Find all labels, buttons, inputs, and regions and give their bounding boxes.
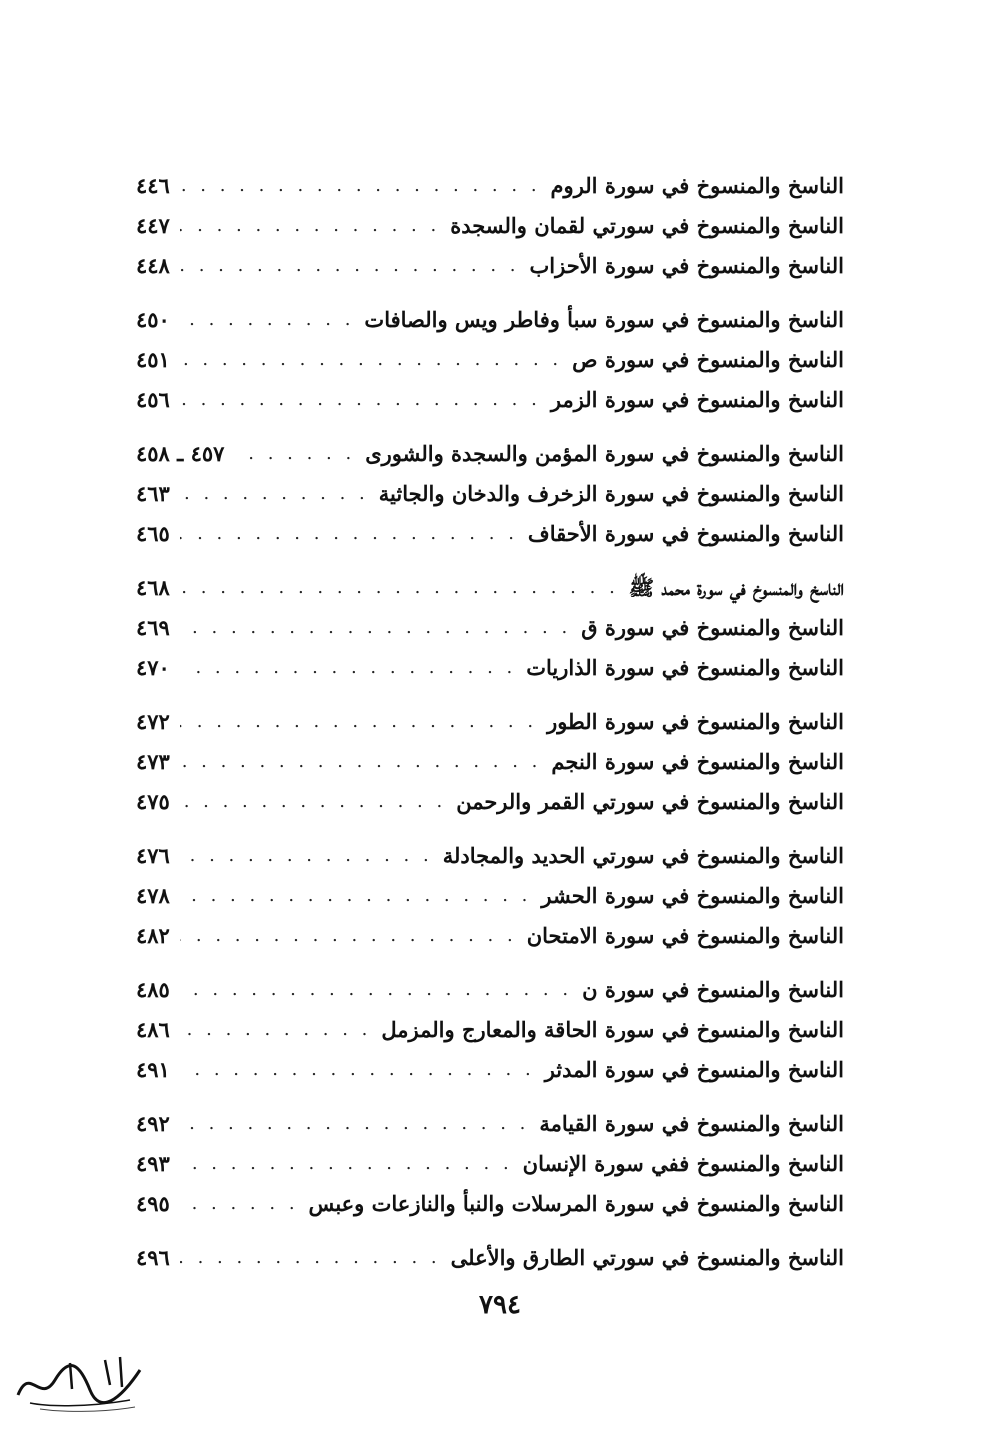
- toc-entry: [136, 246, 844, 286]
- toc-entry: [136, 166, 844, 206]
- dot-leader: [180, 970, 572, 1010]
- toc-group: [136, 836, 844, 956]
- dot-leader: [180, 246, 520, 286]
- toc-entry-title: الناسخ والمنسوخ في سورة الحشر: [541, 883, 844, 908]
- toc-entry: [136, 836, 844, 876]
- toc-entry-title: الناسخ والمنسوخ في سورة سبأ وفاطر ويس والصافات: [364, 307, 844, 332]
- toc-group: [136, 1238, 844, 1278]
- dot-leader: [180, 166, 541, 206]
- toc-group: [136, 166, 844, 286]
- toc-entry-title: الناسخ والمنسوخ في سورة الذاريات: [526, 655, 844, 680]
- toc-entry-page: ٤٤٧: [136, 213, 170, 238]
- toc-entry-page: ٤٨٢: [136, 923, 170, 948]
- toc-entry-title: الناسخ والمنسوخ في سورة المرسلات والنبأ والنازعات وعبس: [308, 1191, 844, 1216]
- dot-leader: [180, 568, 619, 608]
- toc-entry-title: الناسخ والمنسوخ في سورة الروم: [550, 173, 844, 198]
- toc-entry-title: الناسخ والمنسوخ في سورة الأحقاف: [527, 521, 844, 546]
- dot-leader: [180, 474, 369, 514]
- toc-group: [136, 970, 844, 1090]
- dot-leader: [180, 300, 355, 340]
- toc-entry-title: الناسخ والمنسوخ في سورتي الحديد والمجادلة: [442, 843, 844, 868]
- toc-entry: [136, 206, 844, 246]
- toc-entry: [136, 608, 844, 648]
- dot-leader: [180, 1104, 530, 1144]
- toc-entry: [136, 1238, 844, 1278]
- toc-entry-page: ٤٩٢: [136, 1111, 170, 1136]
- dot-leader: [180, 836, 433, 876]
- toc-entry: [136, 1104, 844, 1144]
- dot-leader: [180, 876, 532, 916]
- toc-entry: [136, 514, 844, 554]
- toc-entry-page: ٤٦٣: [136, 481, 170, 506]
- dot-leader: [180, 1010, 372, 1050]
- toc-entry-page: ٤٨٦: [136, 1017, 170, 1042]
- toc-entry-title: الناسخ والمنسوخ في سورة ن: [582, 977, 844, 1002]
- toc-entry-title: الناسخ والمنسوخ في سورة الزمر: [550, 387, 844, 412]
- dot-leader: [234, 434, 355, 474]
- toc-group: [136, 702, 844, 822]
- dot-leader: [180, 608, 571, 648]
- toc-entry: [136, 970, 844, 1010]
- toc-entry: [136, 648, 844, 688]
- calligraphy-seal-logo: [10, 1345, 150, 1415]
- toc-entry-page: ٤٩٥: [136, 1191, 170, 1216]
- toc-entry: [136, 1050, 844, 1090]
- dot-leader: [180, 916, 517, 956]
- toc-entry-page: ٤٤٦: [136, 173, 170, 198]
- toc-entry: [136, 340, 844, 380]
- toc-entry-title: الناسخ والمنسوخ في سورة المدثر: [544, 1057, 844, 1082]
- toc-entry-page: ٤٦٨: [136, 575, 170, 600]
- toc-group: [136, 568, 844, 688]
- toc-entry: [136, 568, 844, 608]
- toc-entry-title: الناسخ والمنسوخ في سورتي القمر والرحمن: [456, 789, 844, 814]
- toc-entry: [136, 1010, 844, 1050]
- dot-leader: [180, 648, 516, 688]
- toc-entry: [136, 300, 844, 340]
- toc-group: [136, 300, 844, 420]
- toc-entry: [136, 380, 844, 420]
- toc-entry: [136, 1184, 844, 1224]
- toc-entry-title: الناسخ والمنسوخ في سورة الأحزاب: [529, 253, 844, 278]
- toc-entry-title: الناسخ والمنسوخ في سورتي الطارق والأعلى: [450, 1245, 844, 1270]
- toc-entry-page: ٤٨٥: [136, 977, 170, 1002]
- toc-group: [136, 1104, 844, 1224]
- toc-entry-page: ٤٦٩: [136, 615, 170, 640]
- toc-entry-page: ٤٧٨: [136, 883, 170, 908]
- toc-entry: [136, 782, 844, 822]
- dot-leader: [180, 702, 537, 742]
- toc-entry-page: ٤٧٣: [136, 749, 170, 774]
- toc-entry-page: ٤٥٠: [136, 307, 170, 332]
- toc-entry-page: ٤٧٠: [136, 655, 170, 680]
- dot-leader: [180, 1184, 299, 1224]
- toc-entry-page: ٤٦٥: [136, 521, 170, 546]
- dot-leader: [180, 514, 518, 554]
- toc-entry-title: الناسخ والمنسوخ في سورة الامتحان: [526, 923, 844, 948]
- dot-leader: [180, 1050, 535, 1090]
- toc-entry-page: ٤٩٣: [136, 1151, 170, 1176]
- toc-entry-page: ٤٩١: [136, 1057, 170, 1082]
- toc-entry: [136, 1144, 844, 1184]
- toc-entry-page: ٤٧٢: [136, 709, 170, 734]
- page-number: ٧٩٤: [479, 1290, 521, 1320]
- toc-entry: [136, 474, 844, 514]
- dot-leader: [180, 206, 440, 246]
- toc-entry: [136, 916, 844, 956]
- toc-entry-title: الناسخ والمنسوخ ففي سورة الإنسان: [522, 1151, 844, 1176]
- toc-entry-title: الناسخ والمنسوخ في سورة القيامة: [539, 1111, 844, 1136]
- toc-entry-title: الناسخ والمنسوخ في سورة محمد ﷺ: [628, 575, 844, 600]
- toc-entry: [136, 434, 844, 474]
- toc-entry: [136, 702, 844, 742]
- toc-entry: [136, 742, 844, 782]
- table-of-contents: [136, 166, 844, 1292]
- dot-leader: [180, 1144, 513, 1184]
- toc-entry-title: الناسخ والمنسوخ في سورة ص: [572, 347, 844, 372]
- toc-entry-title: الناسخ والمنسوخ في سورة الحاقة والمعارج والمزمل: [381, 1017, 844, 1042]
- toc-entry-page: ٤٥٦: [136, 387, 170, 412]
- toc-entry-page: ٤٥١: [136, 347, 170, 372]
- dot-leader: [180, 340, 562, 380]
- toc-entry-page: ٤٤٨: [136, 253, 170, 278]
- toc-entry-page: ٤٩٦: [136, 1245, 170, 1270]
- toc-entry: [136, 876, 844, 916]
- toc-entry-page: ٤٥٧ ـ ٤٥٨: [136, 441, 225, 466]
- toc-entry-title: الناسخ والمنسوخ في سورة المؤمن والسجدة والشورى: [365, 441, 844, 466]
- toc-entry-title: الناسخ والمنسوخ في سورتي لقمان والسجدة: [450, 213, 844, 238]
- toc-entry-page: ٤٧٥: [136, 789, 170, 814]
- dot-leader: [180, 1238, 441, 1278]
- dot-leader: [180, 742, 542, 782]
- toc-entry-title: الناسخ والمنسوخ في سورة النجم: [551, 749, 844, 774]
- toc-entry-title: الناسخ والمنسوخ في سورة الزخرف والدخان والجاثية: [378, 481, 844, 506]
- dot-leader: [180, 782, 446, 822]
- dot-leader: [180, 380, 541, 420]
- toc-entry-page: ٤٧٦: [136, 843, 170, 868]
- toc-entry-title: الناسخ والمنسوخ في سورة ق: [581, 615, 844, 640]
- toc-entry-title: الناسخ والمنسوخ في سورة الطور: [547, 709, 844, 734]
- toc-group: [136, 434, 844, 554]
